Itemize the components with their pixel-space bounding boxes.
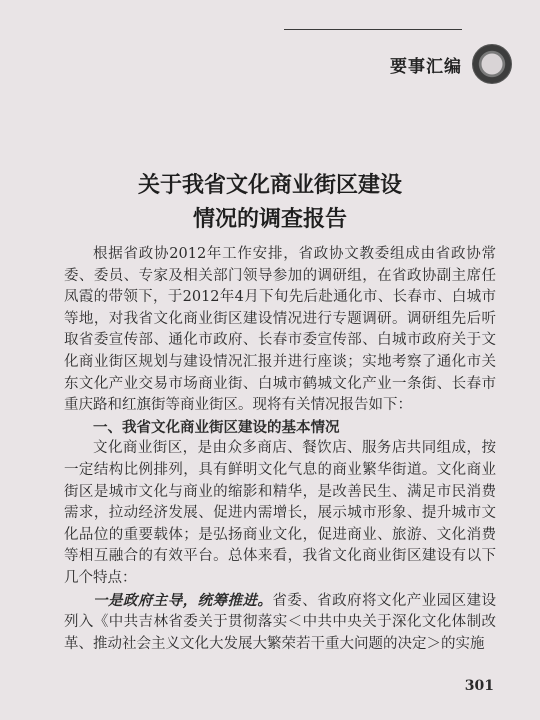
paragraph-intro: 根据省政协2012年工作安排，省政协文教委组成由省政协常委、委员、专家及相关部门领导参加的调研组，在省政协副主席任凤霞的带领下，于2012年4月下旬先后赴通化市、长春市、白城市等地，对我省文化商业街区建设情况进行专题调研。调研组先后听取省委宣传部、通化市政府、长春市委宣传部、白城市政府关于文化商业街区规划与建设情况汇报并进行座谈；实地考察了通化市关东文化产业交易市场商业街、白城市鹤城文化产业一条街、长春市重庆路和红旗街等商业街区。现将有关情况报告如下： <box>64 246 496 414</box>
title-line-1: 关于我省文化商业街区建设 <box>137 172 402 198</box>
paragraph-feature-one <box>64 590 496 656</box>
feature-lead: 一是政府主导，统筹推进。 <box>93 591 273 609</box>
section-title: 要事汇编 <box>390 56 462 77</box>
header-rule <box>284 29 462 30</box>
section-heading: 一、我省文化商业街区建设的基本情况 <box>93 418 340 436</box>
paragraph-definition: 文化商业街区，是由众多商店、餐饮店、服务店共同组成，按一定结构比例排列，具有鲜明文化气息的商业繁华街道。文化商业街区是城市文化与商业的缩影和精华，是改善民生、满足市民消费需求，拉动经济发展、促进内需增长，展示城市形象、提升城市文化品位的重要载体；是弘扬商业文化，促进商业、旅游、文化消费等相互融合的有效平台。总体来看，我省文化商业街区建设有以下几个特点： <box>64 440 496 586</box>
running-header <box>390 44 512 84</box>
article-body <box>64 244 496 655</box>
page-number: 301 <box>464 678 494 694</box>
emblem-icon <box>472 44 512 84</box>
article-title <box>0 168 540 236</box>
title-line-2: 情况的调查报告 <box>192 206 347 232</box>
feature-text: 省委、省政府将文化产业园区建设列入《中共吉林省委关于贯彻落实＜中共中央关于深化文化体制改革、推动社会主义文化大发展大繁荣若干重大问题的决定＞的实施 <box>64 592 497 652</box>
